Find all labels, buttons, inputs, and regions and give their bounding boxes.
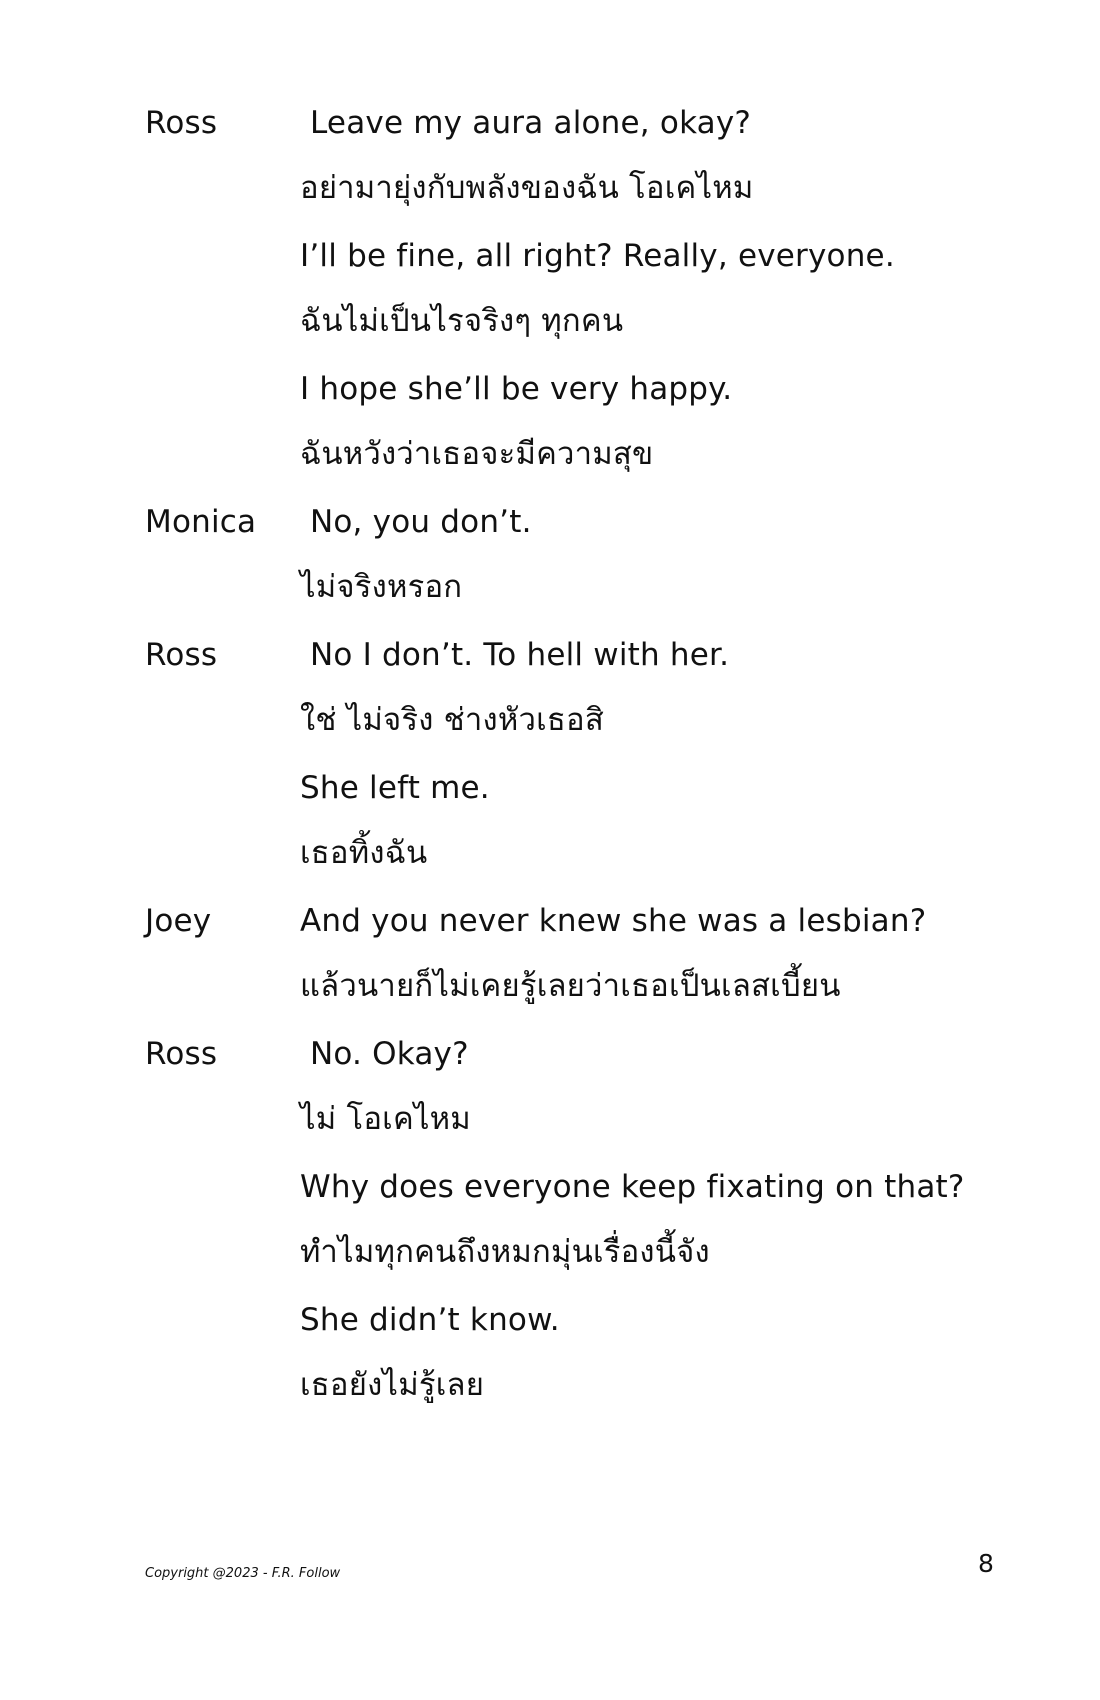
copyright-notice: Copyright @2023 - F.R. Follow [145,1566,341,1581]
english-line: I’ll be fine, all right? Really, everyone. [300,238,895,274]
speaker-label: Ross [145,1036,218,1072]
speaker-label: Ross [145,105,218,141]
english-line: She didn’t know. [300,1302,560,1338]
thai-line: ทำไมทุกคนถึงหมกมุ่นเรื่องนี้จัง [300,1234,710,1270]
english-line: I hope she’ll be very happy. [300,371,733,407]
thai-line: ฉันไม่เป็นไรจริงๆ ทุกคน [300,303,624,339]
thai-line: ไม่ โอเคไหม [300,1101,471,1137]
english-line: She left me. [300,770,490,806]
thai-line: ไม่จริงหรอก [300,569,463,605]
english-line: No I don’t. To hell with her. [310,637,730,673]
english-line: And you never knew she was a lesbian? [300,903,927,939]
speaker-label: Ross [145,637,218,673]
speaker-label: Joey [145,903,212,939]
thai-line: แล้วนายก็ไม่เคยรู้เลยว่าเธอเป็นเลสเบี้ยน [300,968,841,1004]
english-line: No, you don’t. [310,504,532,540]
thai-line: เธอยังไม่รู้เลย [300,1367,485,1403]
english-line: No. Okay? [310,1036,469,1072]
english-line: Why does everyone keep fixating on that? [300,1169,965,1205]
english-line: Leave my aura alone, okay? [310,105,752,141]
thai-line: ฉันหวังว่าเธอจะมีความสุข [300,436,654,472]
thai-line: เธอทิ้งฉัน [300,835,428,871]
page-number: 8 [978,1549,994,1578]
thai-line: อย่ามายุ่งกับพลังของฉัน โอเคไหม [300,170,754,206]
thai-line: ใช่ ไม่จริง ช่างหัวเธอสิ [300,702,604,738]
speaker-label: Monica [145,504,257,540]
